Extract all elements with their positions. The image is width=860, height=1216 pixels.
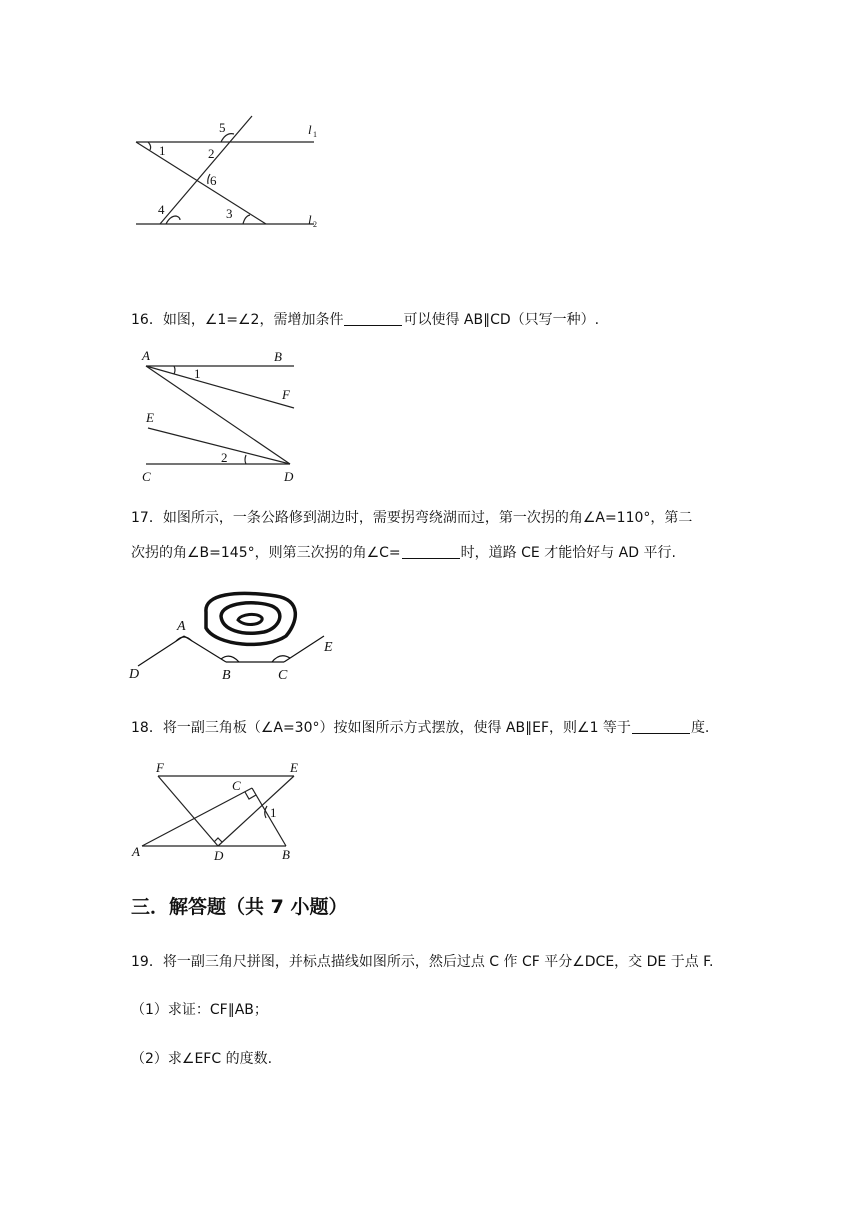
question-19-line-1: 19．将一副三角尺拼图，并标点描线如图所示，然后过点 C 作 CF 平分∠DCE，交 DE 于点 F. bbox=[131, 954, 714, 970]
point-F-label: F bbox=[156, 760, 164, 775]
point-C-label: C bbox=[278, 668, 288, 683]
angle-1-label: 1 bbox=[159, 143, 166, 158]
question-17-line-1: 17．如图所示，一条公路修到湖边时，需要拐弯绕湖而过，第一次拐的角∠A=110°，第二 bbox=[131, 510, 693, 526]
point-D-label: D bbox=[129, 667, 140, 682]
point-A-label: A bbox=[177, 619, 186, 634]
question-18-answer-blank[interactable] bbox=[632, 719, 690, 734]
point-B-label: B bbox=[274, 349, 282, 364]
question-17-answer-blank[interactable] bbox=[402, 544, 460, 559]
point-A-label: A bbox=[142, 348, 150, 363]
point-A-label: A bbox=[132, 844, 140, 859]
angle-1-label: 1 bbox=[270, 805, 277, 820]
question-16-answer-blank[interactable] bbox=[344, 311, 402, 326]
point-D-label: D bbox=[214, 848, 224, 863]
figure-q17-lake-road bbox=[126, 588, 346, 684]
question-16 bbox=[131, 310, 599, 330]
figure-q16 bbox=[138, 346, 308, 486]
point-F-label: F bbox=[282, 387, 290, 402]
point-B-label: B bbox=[282, 847, 290, 862]
question-18-text-post: 度. bbox=[690, 720, 710, 736]
line-l1-label: l bbox=[308, 122, 312, 137]
figure-parallel-lines-l1-l2 bbox=[130, 112, 330, 236]
point-E-label: E bbox=[290, 760, 298, 775]
point-C-label: C bbox=[142, 469, 151, 484]
point-C-label: C bbox=[232, 778, 241, 793]
line-l2-subscript: 2 bbox=[313, 220, 317, 229]
point-D-label: D bbox=[284, 469, 294, 484]
angle-3-label: 3 bbox=[226, 206, 233, 221]
line-l2-label: l bbox=[308, 212, 312, 227]
question-16-text-pre: 16．如图，∠1=∠2，需增加条件 bbox=[131, 312, 344, 328]
angle-2-label: 2 bbox=[208, 146, 215, 161]
question-18-text-pre: 18．将一副三角板（∠A=30°）按如图所示方式摆放，使得 AB∥EF，则∠1 等于 bbox=[131, 720, 631, 736]
question-16-text-post: 可以使得 AB∥CD（只写一种）. bbox=[403, 312, 600, 328]
section-3-heading: 三．解答题（共 7 小题） bbox=[131, 896, 348, 918]
question-17-line-2 bbox=[131, 543, 676, 563]
question-19-part-1: （1）求证：CF∥AB； bbox=[131, 1002, 268, 1018]
figure-q18-set-squares bbox=[130, 758, 320, 868]
point-B-label: B bbox=[222, 668, 231, 683]
question-17-text-pre: 次拐的角∠B=145°，则第三次拐的角∠C= bbox=[131, 545, 401, 561]
angle-2-label: 2 bbox=[221, 450, 228, 465]
point-E-label: E bbox=[324, 640, 333, 655]
angle-5-label: 5 bbox=[219, 120, 226, 135]
question-19-part-2: （2）求∠EFC 的度数. bbox=[131, 1051, 273, 1067]
angle-6-label: 6 bbox=[210, 173, 217, 188]
line-l1-subscript: 1 bbox=[313, 130, 317, 139]
angle-1-label: 1 bbox=[194, 366, 201, 381]
point-E-label: E bbox=[146, 410, 154, 425]
question-17-text-post: 时，道路 CE 才能恰好与 AD 平行. bbox=[460, 545, 676, 561]
question-18 bbox=[131, 718, 709, 738]
angle-4-label: 4 bbox=[158, 202, 165, 217]
